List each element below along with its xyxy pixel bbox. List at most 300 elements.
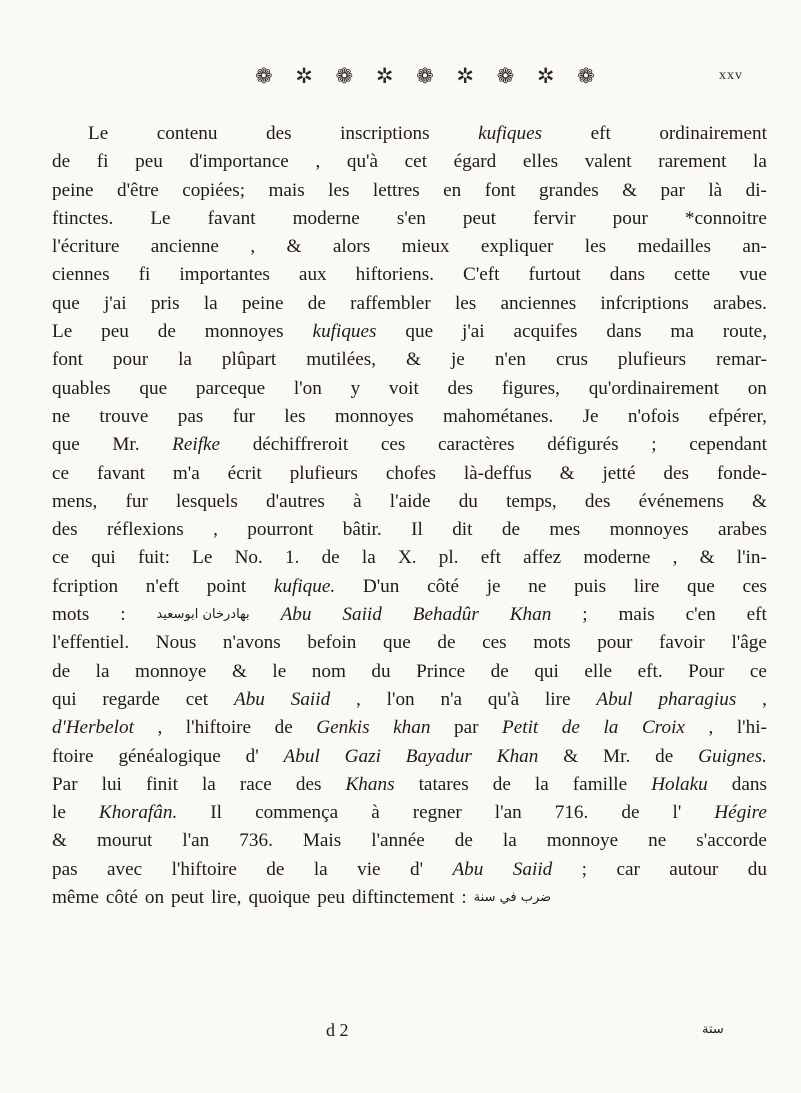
text-line [52, 629, 767, 657]
word: font [484, 179, 516, 201]
word: la [178, 349, 192, 371]
word: de [321, 547, 340, 569]
word: bâtir. [342, 519, 382, 541]
text-line [52, 601, 767, 629]
word: ce [52, 547, 70, 569]
word: de [621, 802, 640, 824]
word: de [266, 858, 285, 880]
word: l'aide [389, 490, 431, 512]
word: de [492, 773, 511, 795]
word: & [563, 745, 579, 767]
word: fuit: [137, 547, 170, 569]
word: n'en [494, 349, 526, 371]
italic-term: Saiid [290, 688, 331, 710]
text-line [52, 686, 767, 714]
italic-term: Holaku [651, 773, 708, 795]
word: point [206, 575, 247, 597]
word: l'hiftoire [185, 717, 252, 739]
word: mais [268, 179, 305, 201]
word: pris [150, 292, 180, 314]
word: raffembler [350, 292, 431, 314]
word: arabes [717, 519, 767, 541]
word: on [144, 887, 165, 909]
catchword: ستة [702, 1022, 724, 1037]
word: jetté [602, 462, 636, 484]
text-line [52, 488, 767, 516]
italic-term: d'Herbelot [52, 717, 134, 739]
word: ne [528, 575, 547, 597]
word: pas [177, 405, 204, 427]
word: race [239, 773, 272, 795]
text-line [52, 290, 767, 318]
italic-term: Croix [641, 717, 685, 739]
italic-term: Abu [233, 688, 265, 710]
word: pas [52, 858, 78, 880]
word: affez [523, 547, 562, 569]
word: là [708, 179, 723, 201]
italic-term: khan [393, 717, 431, 739]
word: d' [409, 858, 424, 880]
word: d'autres [266, 490, 325, 512]
word: je [450, 349, 465, 371]
word: la [502, 830, 517, 852]
word: ce [52, 462, 70, 484]
word: que [687, 575, 715, 597]
word: X. [397, 547, 417, 569]
word: parceque [195, 377, 266, 399]
word: m'a [172, 462, 200, 484]
word: même [52, 887, 99, 909]
text-line [52, 714, 767, 742]
word: la [313, 858, 328, 880]
word: qu'à [487, 688, 520, 710]
word: des [52, 519, 78, 541]
word: puis [574, 575, 607, 597]
word: des [663, 462, 689, 484]
word: befoin [307, 632, 357, 654]
word: & [622, 179, 638, 201]
text-line [52, 516, 767, 544]
word: ciennes [52, 264, 110, 286]
word: crus [555, 349, 588, 371]
word: lire [544, 688, 571, 710]
word: lire, [211, 887, 242, 909]
word: famille [572, 773, 628, 795]
word: car [616, 858, 640, 880]
text-line [52, 573, 767, 601]
word: eft. [637, 660, 663, 682]
italic-term: Khorafân. [98, 802, 178, 824]
word: plûpart [221, 349, 277, 371]
word: Mr. [603, 745, 631, 767]
word: efpérer, [708, 405, 767, 427]
word: autour [669, 858, 719, 880]
word: de [157, 321, 176, 343]
word: ces [742, 575, 767, 597]
word: mais [618, 604, 655, 626]
word: elle [584, 660, 613, 682]
word: l'âge [731, 632, 767, 654]
word: eft [590, 123, 611, 144]
text-line [52, 771, 767, 799]
word: ; [651, 434, 657, 456]
word: côté [427, 575, 460, 597]
word: Pour [688, 660, 725, 682]
text-line [52, 431, 767, 459]
word: hiftoriens. [355, 264, 434, 286]
word: route, [722, 321, 767, 343]
word: ne [648, 830, 667, 852]
word: , [213, 519, 218, 541]
arabic-inscription: بهادرخان ابوسعيد [156, 607, 250, 623]
word: réflexions [106, 519, 184, 541]
word: y [350, 377, 361, 399]
word: lui [101, 773, 122, 795]
word: que [139, 377, 168, 399]
word: di- [745, 179, 767, 201]
word: l'écriture [52, 236, 120, 258]
word: tatares [418, 773, 469, 795]
word: & [699, 547, 715, 569]
word: les [284, 405, 306, 427]
word: d'être [116, 179, 159, 201]
word: Le [150, 207, 171, 229]
word: la [201, 773, 216, 795]
word: anciennes [500, 292, 577, 314]
page-number: xxv [719, 68, 743, 83]
word: quoique [248, 887, 311, 909]
word: peu [101, 321, 129, 343]
word: peine [52, 179, 94, 201]
word: pour [112, 349, 149, 371]
word: vie [357, 858, 381, 880]
word: 1. [285, 547, 300, 569]
word: 736. [239, 830, 273, 852]
text-line [52, 233, 767, 261]
word: j'ai [462, 321, 485, 343]
word: peine [241, 292, 284, 314]
text-line [52, 403, 767, 431]
word: côté [105, 887, 138, 909]
italic-term: de [561, 717, 580, 739]
word: Mais [302, 830, 342, 852]
word: déchiffreroit [252, 434, 349, 456]
word: lire [633, 575, 660, 597]
word: peut [171, 887, 205, 909]
page-footer [0, 1020, 801, 1048]
word: temps, [506, 490, 557, 512]
word: quables [52, 377, 111, 399]
italic-term: kufique. [273, 575, 336, 597]
word: s'en [396, 207, 426, 229]
word: qui [534, 660, 559, 682]
word: mieux [401, 236, 450, 258]
word: en [443, 179, 462, 201]
word: de [454, 830, 473, 852]
word: regarde [102, 688, 160, 710]
word: l'an [494, 802, 522, 824]
word: Le [52, 321, 73, 343]
word: valent [584, 151, 632, 173]
word: qu'ordinairement [588, 377, 719, 399]
word: de [307, 292, 326, 314]
word: elles [522, 151, 559, 173]
text-line [52, 658, 767, 686]
word: c'en [685, 604, 716, 626]
word: par [660, 179, 685, 201]
italic-term: Abu [280, 604, 312, 626]
word: l'in- [736, 547, 767, 569]
word: généalogique [118, 745, 221, 767]
italic-term: Behadûr [412, 604, 479, 626]
italic-term: Khans [345, 773, 395, 795]
word: fi [138, 264, 151, 286]
text-line [52, 177, 767, 205]
word: voit [388, 377, 419, 399]
text-line [52, 856, 767, 884]
word: furtout [528, 264, 581, 286]
word: diftinctement [352, 887, 455, 909]
word: nom [311, 660, 346, 682]
italic-term: Abu [452, 858, 484, 880]
word: l'effentiel. [52, 632, 130, 654]
word: l'on [386, 688, 415, 710]
arabic-inscription: ضرب في سنة [473, 890, 552, 906]
word: les [584, 236, 607, 258]
word: finit [145, 773, 178, 795]
word: , [157, 717, 163, 739]
word: la [534, 773, 549, 795]
word: & [559, 462, 575, 484]
italic-term: Reifke [172, 434, 221, 456]
word: que [405, 321, 434, 343]
word: dans [606, 321, 642, 343]
word: le [272, 660, 287, 682]
italic-term: Gazi [344, 745, 381, 767]
word: peu [135, 151, 163, 173]
italic-term: Khan [509, 604, 552, 626]
word: de [437, 632, 456, 654]
text-line [52, 827, 767, 855]
word: , [356, 688, 361, 710]
word: ces [482, 632, 507, 654]
word: Il [411, 519, 423, 541]
word: favant [207, 207, 256, 229]
word: , [672, 547, 678, 569]
word: copiées; [182, 179, 246, 201]
word: Le [88, 123, 109, 144]
word: des [447, 377, 474, 399]
word: Prince [416, 660, 466, 682]
word: , [250, 236, 256, 258]
italic-term: Bayadur [405, 745, 472, 767]
word: , [762, 688, 767, 710]
word: eft [746, 604, 767, 626]
word: fi [96, 151, 109, 173]
word: le [52, 802, 66, 824]
word: qui [52, 688, 77, 710]
word: ce [749, 660, 767, 682]
word: ordinairement [659, 123, 767, 144]
word: des [295, 773, 322, 795]
text-line [52, 205, 767, 233]
word: 716. [554, 802, 589, 824]
word: la [203, 292, 218, 314]
word: événemens [638, 490, 724, 512]
word: peut [462, 207, 496, 229]
word: ne [52, 405, 71, 427]
text-line [52, 743, 767, 771]
word: dans [609, 264, 645, 286]
word: monnoye [135, 660, 207, 682]
word: No. [234, 547, 263, 569]
word: acquifes [513, 321, 578, 343]
word: : [120, 604, 126, 626]
word: des [266, 123, 292, 144]
word: lesquels [176, 490, 238, 512]
text-line [52, 346, 767, 374]
italic-term: kufiques [312, 321, 377, 343]
word: & [752, 490, 767, 512]
word: cet [185, 688, 209, 710]
word: dans [731, 773, 767, 795]
word: font [52, 349, 83, 371]
word: fcription [52, 575, 119, 597]
word: importantes [179, 264, 270, 286]
word: chofes [385, 462, 436, 484]
word: l'on [293, 377, 322, 399]
word: mens, [52, 490, 98, 512]
text-line [52, 120, 767, 148]
word: , [315, 151, 321, 173]
word: fur [125, 490, 148, 512]
word: égard [453, 151, 497, 173]
text-line [52, 261, 767, 289]
word: n'avons [222, 632, 281, 654]
text-line [52, 884, 767, 912]
word: an- [742, 236, 767, 258]
body-text [52, 120, 767, 912]
word: moderne [292, 207, 360, 229]
word: de [52, 660, 71, 682]
word: pour [597, 632, 633, 654]
word: n'ofois [627, 405, 680, 427]
italic-term: kufiques [478, 123, 543, 144]
word: défigurés [547, 434, 619, 456]
word: monnoye [546, 830, 619, 852]
word: de [274, 717, 293, 739]
word: mots [52, 604, 90, 626]
header-ornament: ❁ ✲ ❁ ✲ ❁ ✲ ❁ ✲ ❁ [255, 64, 603, 88]
word: je [486, 575, 501, 597]
word: plufieurs [289, 462, 358, 484]
word: là-deffus [463, 462, 532, 484]
word: à [371, 802, 380, 824]
word: du [747, 858, 767, 880]
word: pour [612, 207, 648, 229]
word: du [371, 660, 391, 682]
text-line [52, 375, 767, 403]
word: s'accorde [696, 830, 767, 852]
word: figures, [501, 377, 560, 399]
text-line [52, 544, 767, 572]
word: & [406, 349, 421, 371]
word: la [361, 547, 376, 569]
word: D'un [362, 575, 400, 597]
italic-term: Abul [596, 688, 633, 710]
word: à [353, 490, 362, 512]
word: la [95, 660, 110, 682]
italic-term: Saiid [512, 858, 553, 880]
signature-mark: d 2 [326, 1020, 349, 1040]
word: eft [480, 547, 501, 569]
word: medailles [637, 236, 712, 258]
word: que [383, 632, 411, 654]
word: peu [317, 887, 346, 909]
word: avec [107, 858, 143, 880]
word: les [454, 292, 477, 314]
word: Nous [155, 632, 197, 654]
word: on [747, 377, 767, 399]
word: l' [672, 802, 682, 824]
italic-term: Guignes. [698, 745, 767, 767]
word: ; [581, 858, 588, 880]
word: pourront [247, 519, 314, 541]
word: n'a [440, 688, 463, 710]
word: cet [404, 151, 428, 173]
word: mourut [96, 830, 153, 852]
word: expliquer [480, 236, 554, 258]
italic-term: Genkis [316, 717, 370, 739]
word: favant [96, 462, 145, 484]
word: l'an [182, 830, 210, 852]
word: rarement [658, 151, 727, 173]
text-line [52, 460, 767, 488]
italic-term: Khan [496, 745, 539, 767]
word: mots [533, 632, 571, 654]
word: écrit [227, 462, 262, 484]
word: alors [332, 236, 371, 258]
word: j'ai [103, 292, 127, 314]
word: des [584, 490, 611, 512]
word: monnoyes [204, 321, 284, 343]
word: l'hiftoire [171, 858, 237, 880]
word: Le [192, 547, 213, 569]
word: & [231, 660, 247, 682]
word: dit [452, 519, 473, 541]
word: commença [255, 802, 339, 824]
italic-term: Saiid [342, 604, 382, 626]
word: *connoitre [684, 207, 767, 229]
word: de [490, 660, 509, 682]
word: les [328, 179, 350, 201]
word: Mr. [112, 434, 140, 456]
word: pl. [438, 547, 459, 569]
word: d'importance [189, 151, 289, 173]
text-line [52, 148, 767, 176]
word: plufieurs [617, 349, 687, 371]
word: fur [232, 405, 255, 427]
word: que [52, 434, 80, 456]
word: & [286, 236, 302, 258]
word: caractères [437, 434, 515, 456]
word: inscriptions [340, 123, 430, 144]
word: monnoyes [609, 519, 689, 541]
word: mahométanes. [443, 405, 554, 427]
word: , [708, 717, 714, 739]
word: grandes [539, 179, 599, 201]
word: n'eft [145, 575, 180, 597]
